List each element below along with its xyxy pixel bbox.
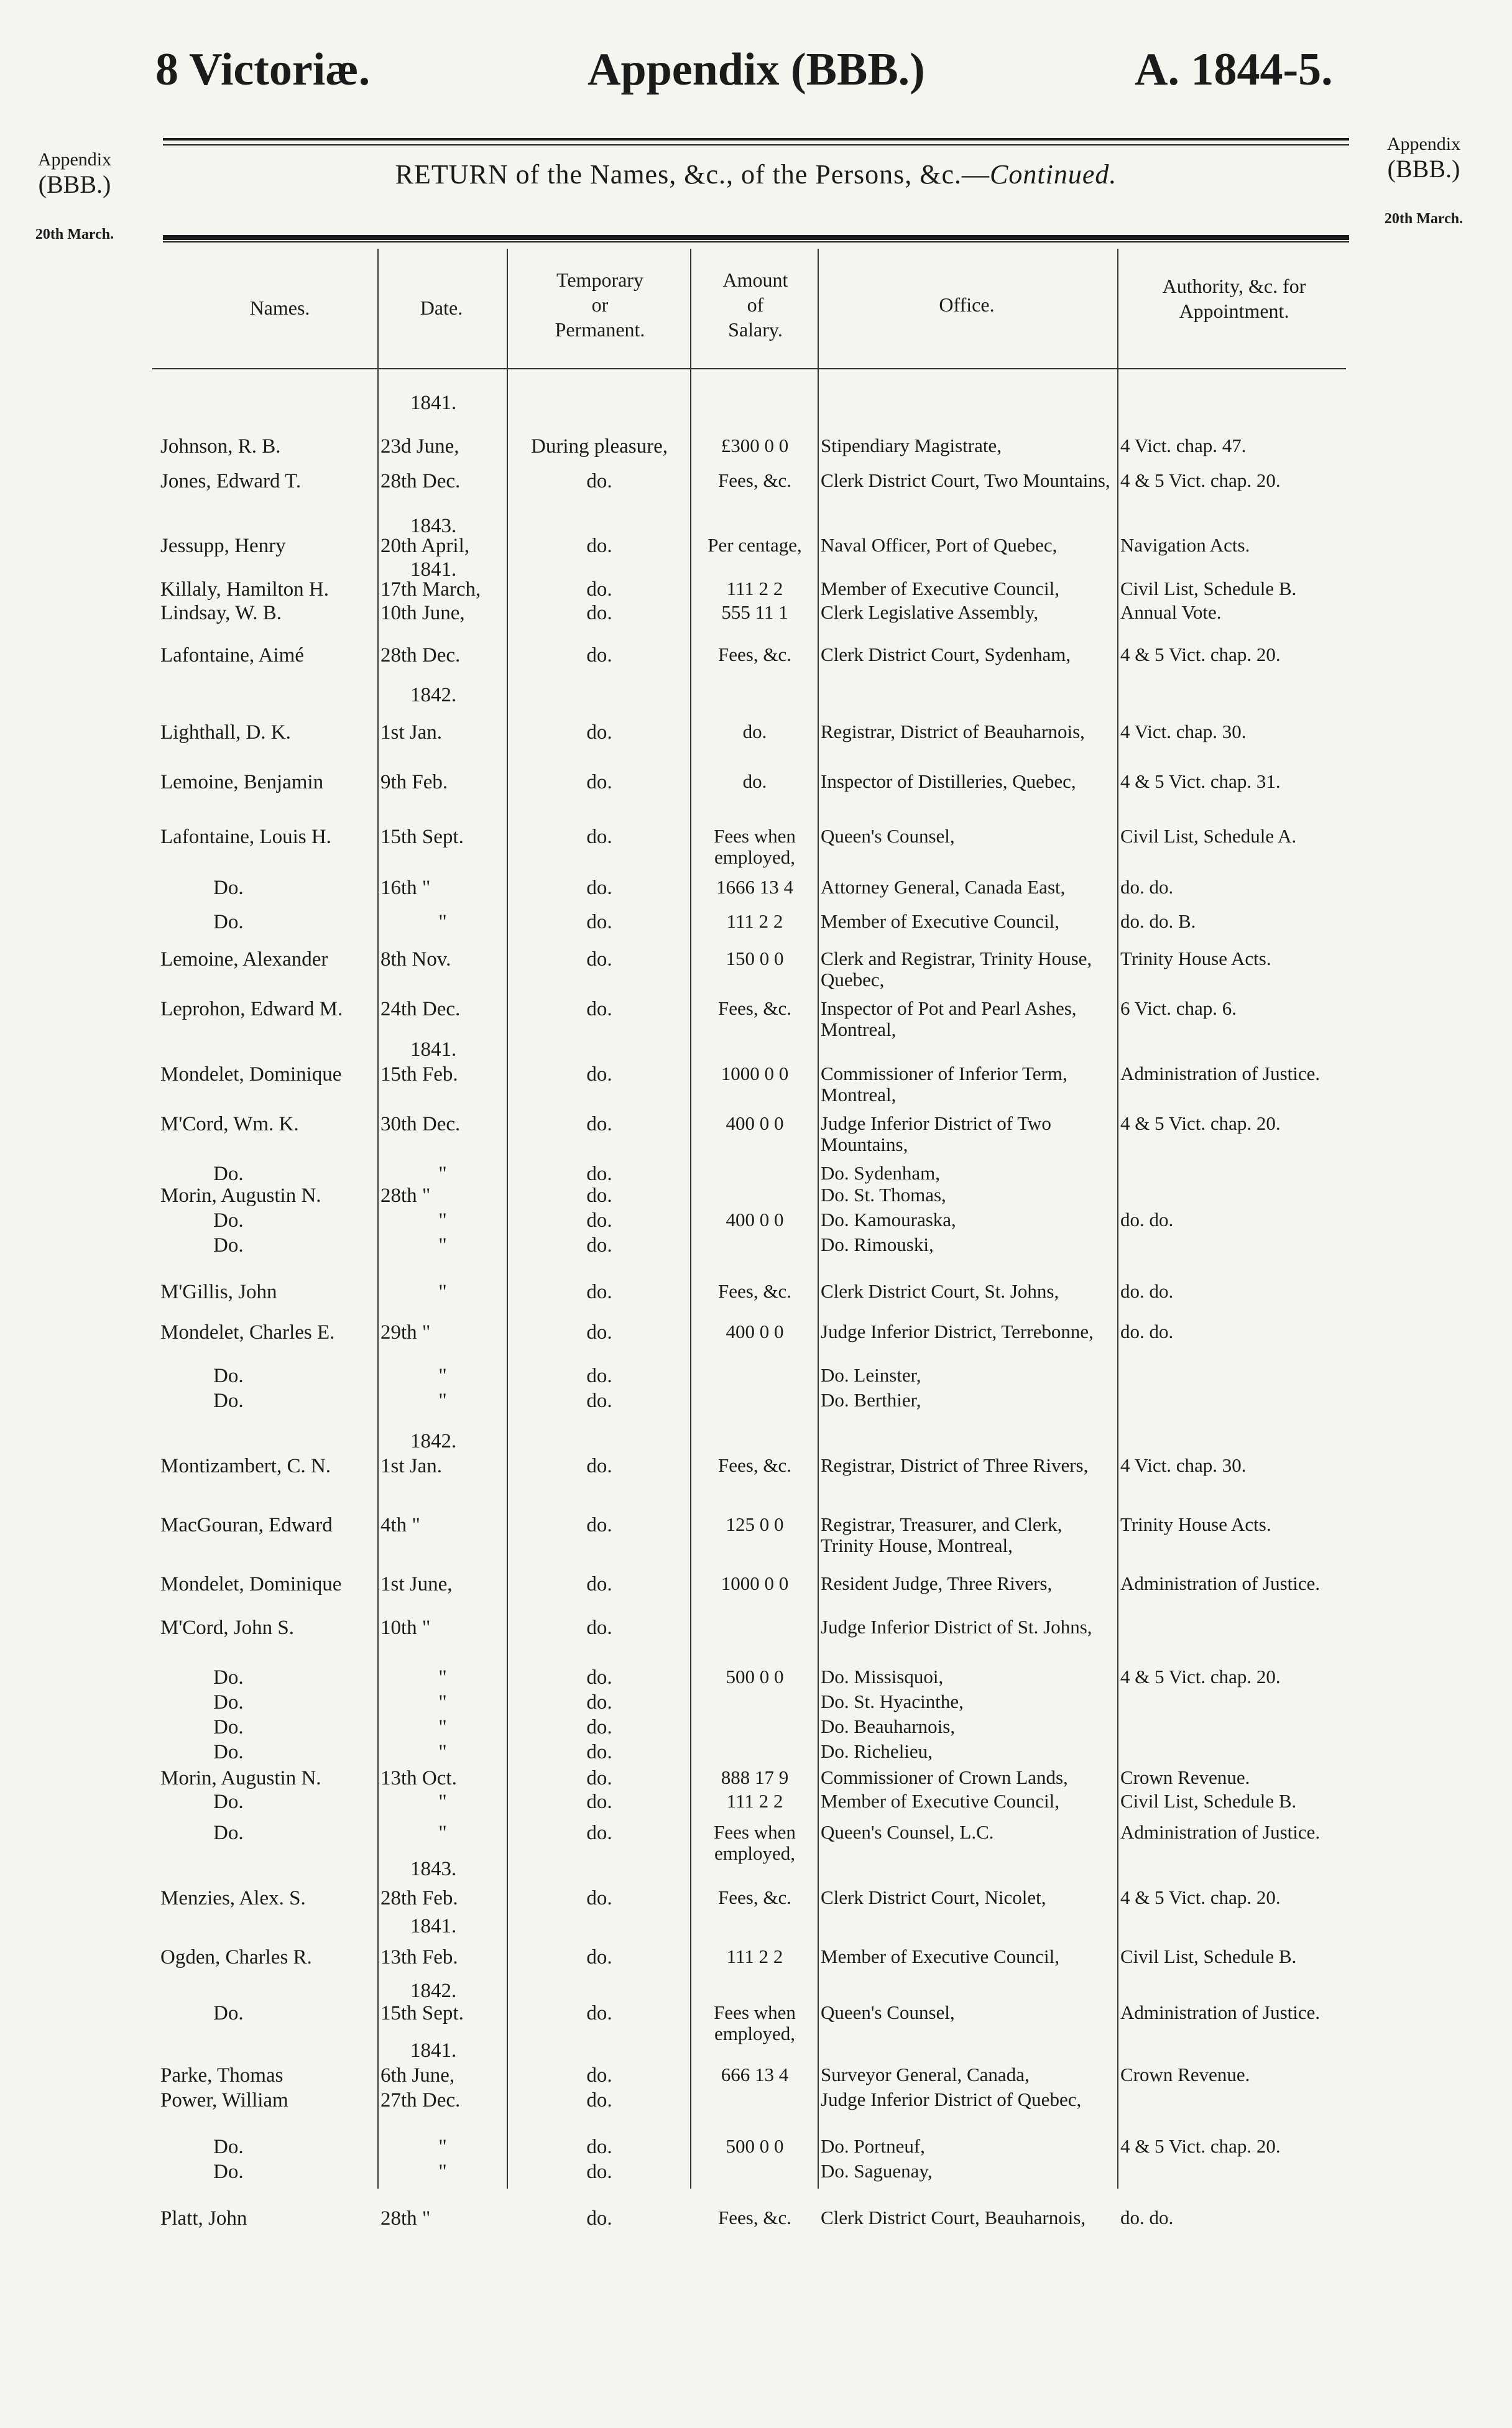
col-header-amount-3: Salary. (728, 318, 783, 341)
year-label: 1841. (410, 1915, 457, 1937)
cell-term: do. (586, 1163, 612, 1185)
cell-term: do. (586, 1716, 612, 1738)
cell-date: 15th Feb. (380, 1063, 458, 1086)
cell-date: 15th Sept. (380, 2002, 464, 2024)
col-header-amount-2: of (747, 293, 764, 316)
cell-name: Do. (213, 877, 244, 899)
cell-office: Do. Richelieu, (821, 1740, 933, 1762)
cell-name: Lafontaine, Louis H. (160, 826, 331, 848)
cell-amount: Fees, &c. (718, 469, 791, 491)
title-rule-thin (163, 241, 1349, 242)
cell-term: do. (586, 911, 612, 933)
cell-office: Surveyor General, Canada, (821, 2064, 1030, 2085)
cell-term: do. (586, 2161, 612, 2183)
cell-name: Lemoine, Alexander (160, 948, 328, 971)
cell-term: do. (586, 771, 612, 793)
cell-amount: 111 2 2 (726, 910, 783, 932)
cell-amount: 500 0 0 (726, 2135, 784, 2157)
cell-office: Clerk District Court, Sydenham, (821, 644, 1071, 665)
cell-name: Morin, Augustin N. (160, 1184, 321, 1207)
cell-authority: 4 & 5 Vict. chap. 20. (1120, 644, 1281, 665)
cell-date: 27th Dec. (380, 2089, 461, 2112)
cell-authority: 4 & 5 Vict. chap. 20. (1120, 1666, 1281, 1687)
cell-term: do. (586, 1390, 612, 1412)
cell-office: Do. Saguenay, (821, 2160, 933, 2182)
col-header-term-1: Temporary (556, 269, 643, 291)
cell-term: do. (586, 826, 612, 848)
cell-term: do. (586, 1741, 612, 1763)
cell-term: do. (586, 1691, 612, 1714)
cell-name: Mondelet, Dominique (160, 1573, 342, 1595)
col-header-authority-1: Authority, &c. for (1162, 275, 1306, 297)
header-center: Appendix (BBB.) (588, 44, 925, 95)
cell-date: 29th " (380, 1321, 431, 1344)
cell-office: Do. Rimouski, (821, 1234, 934, 1255)
cell-term: do. (586, 602, 612, 624)
cell-term: do. (586, 1573, 612, 1595)
cell-name: Do. (213, 911, 244, 933)
cell-date: " (438, 2161, 447, 2183)
cell-office: Judge Inferior District of Two Mountains, (821, 1112, 1051, 1155)
cell-term: do. (586, 877, 612, 899)
cell-name: Lafontaine, Aimé (160, 644, 304, 667)
cell-name: Do. (213, 1234, 244, 1257)
cell-office: Judge Inferior District, Terrebonne, (821, 1321, 1094, 1342)
cell-office: Registrar, District of Three Rivers, (821, 1454, 1089, 1476)
cell-name: Do. (213, 1691, 244, 1714)
cell-authority: 4 Vict. chap. 30. (1120, 721, 1247, 742)
cell-office: Queen's Counsel, (821, 2001, 955, 2023)
cell-authority: Civil List, Schedule B. (1120, 1790, 1297, 1812)
cell-office: Do. Portneuf, (821, 2135, 925, 2157)
cell-office: Do. Leinster, (821, 1364, 921, 1386)
cell-name: Ogden, Charles R. (160, 1946, 312, 1969)
cell-term: do. (586, 1887, 612, 1909)
cell-authority: do. do. (1120, 1321, 1174, 1342)
cell-date: 28th " (380, 1184, 431, 1207)
cell-name: Do. (213, 2161, 244, 2183)
cell-office: Do. St. Hyacinthe, (821, 1691, 964, 1712)
cell-office: Resident Judge, Three Rivers, (821, 1572, 1053, 1594)
cell-name: Killaly, Hamilton H. (160, 578, 329, 601)
cell-term: do. (586, 1063, 612, 1086)
cell-name: Power, William (160, 2089, 288, 2112)
cell-name: Lindsay, W. B. (160, 602, 282, 624)
cell-office: Queen's Counsel, (821, 825, 955, 847)
cell-amount: 111 2 2 (726, 1946, 783, 1967)
cell-name: Jessupp, Henry (160, 535, 286, 557)
cell-office: Clerk District Court, Two Mountains, (821, 469, 1110, 491)
col-header-authority (1119, 274, 1349, 323)
cell-amount: 666 13 4 (721, 2064, 789, 2085)
cell-authority: do. do. (1120, 876, 1174, 898)
cell-authority: do. do. (1120, 1209, 1174, 1230)
cell-name: Do. (213, 2136, 244, 2158)
cell-name: Do. (213, 1390, 244, 1412)
cell-amount: Fees when employed, (714, 2001, 796, 2044)
cell-date: " (438, 1234, 447, 1257)
cell-authority: Navigation Acts. (1120, 534, 1250, 556)
year-label: 1843. (410, 515, 457, 537)
cell-date: 1st Jan. (380, 1455, 442, 1477)
title-continued: Continued. (990, 159, 1117, 190)
col-header-date: Date. (420, 297, 463, 319)
margin-code: (BBB.) (38, 170, 111, 198)
cell-amount: 1000 0 0 (721, 1063, 789, 1084)
cell-amount: 400 0 0 (726, 1321, 784, 1342)
cell-office: Inspector of Pot and Pearl Ashes, Montreal, (821, 997, 1077, 1040)
margin-label: Appendix (37, 149, 112, 170)
cell-name: Parke, Thomas (160, 2064, 284, 2087)
cell-term: do. (586, 2089, 612, 2112)
cell-date: " (438, 1716, 447, 1738)
cell-term: do. (586, 1946, 612, 1969)
cell-amount: Fees, &c. (718, 1280, 791, 1302)
cell-authority: 4 & 5 Vict. chap. 20. (1120, 1112, 1281, 1134)
cell-authority: Civil List, Schedule B. (1120, 578, 1297, 599)
cell-amount: 111 2 2 (726, 578, 783, 599)
cell-amount: 1000 0 0 (721, 1572, 789, 1594)
title-main: RETURN of the Names, &c., of the Persons, &c.— (395, 159, 990, 190)
cell-term: do. (586, 1767, 612, 1789)
cell-name: Do. (213, 1365, 244, 1387)
cell-amount: 400 0 0 (726, 1112, 784, 1134)
cell-name: Do. (213, 1209, 244, 1232)
cell-authority: Crown Revenue. (1120, 2064, 1250, 2085)
cell-amount: do. (742, 721, 767, 742)
cell-date: " (438, 1365, 447, 1387)
cell-name: M'Cord, Wm. K. (160, 1113, 299, 1135)
cell-date: 24th Dec. (380, 998, 461, 1020)
cell-authority: Administration of Justice. (1120, 1572, 1321, 1594)
cell-authority: Annual Vote. (1120, 601, 1222, 623)
year-label: 1842. (410, 1430, 457, 1452)
cell-name: Mondelet, Charles E. (160, 1321, 335, 1344)
cell-date: 1st June, (380, 1573, 453, 1595)
cell-date: 28th Dec. (380, 470, 461, 492)
cell-name: Johnson, R. B. (160, 435, 281, 458)
cell-office: Clerk District Court, St. Johns, (821, 1280, 1059, 1302)
cell-authority: do. do. (1120, 1280, 1174, 1302)
cell-term: do. (586, 1365, 612, 1387)
cell-amount: Fees, &c. (718, 997, 791, 1019)
cell-name: Do. (213, 1791, 244, 1813)
col-header-term-3: Permanent. (555, 318, 645, 341)
cell-term: do. (586, 948, 612, 971)
col-header-term (507, 267, 693, 342)
cell-term: do. (586, 535, 612, 557)
cell-name: Lighthall, D. K. (160, 721, 291, 744)
cell-date: " (438, 1691, 447, 1714)
col-divider (1117, 249, 1118, 2189)
cell-date: " (438, 1666, 447, 1689)
cell-date: " (438, 1163, 447, 1185)
cell-authority: Administration of Justice. (1120, 1063, 1321, 1084)
cell-amount: 111 2 2 (726, 1790, 783, 1812)
cell-term: do. (586, 1666, 612, 1689)
cell-office: Naval Officer, Port of Quebec, (821, 534, 1058, 556)
cell-amount: 1666 13 4 (716, 876, 793, 898)
cell-amount: 400 0 0 (726, 1209, 784, 1230)
cell-name: M'Cord, John S. (160, 1617, 294, 1639)
cell-name: M'Gillis, John (160, 1281, 277, 1303)
cell-name: Jones, Edward T. (160, 470, 302, 492)
cell-office: Member of Executive Council, (821, 1946, 1059, 1967)
cell-name: Do. (213, 2002, 244, 2024)
cell-name: Menzies, Alex. S. (160, 1887, 306, 1909)
cell-office: Attorney General, Canada East, (821, 876, 1066, 898)
cell-date: 28th " (380, 2207, 431, 2230)
col-header-authority-2: Appointment. (1179, 300, 1289, 322)
cell-office: Commissioner of Crown Lands, (821, 1766, 1068, 1788)
cell-date: 10th June, (380, 602, 465, 624)
cell-office: Registrar, Treasurer, and Clerk, Trinity House, Montreal, (821, 1513, 1063, 1556)
cell-date: " (438, 1791, 447, 1813)
cell-amount: Fees, &c. (718, 1886, 791, 1908)
cell-office: Clerk District Court, Nicolet, (821, 1886, 1046, 1908)
cell-amount: do. (742, 770, 767, 792)
margin-date: 20th March. (35, 226, 114, 242)
cell-authority: Crown Revenue. (1120, 1766, 1250, 1788)
cell-date: " (438, 1281, 447, 1303)
cell-authority: 4 & 5 Vict. chap. 20. (1120, 1886, 1281, 1908)
cell-date: " (438, 1209, 447, 1232)
cell-office: Member of Executive Council, (821, 578, 1059, 599)
year-label: 1841. (410, 392, 457, 414)
col-header-amount (693, 267, 818, 342)
year-label: 1841. (410, 558, 457, 581)
cell-name: MacGouran, Edward (160, 1514, 333, 1536)
cell-term: do. (586, 1281, 612, 1303)
year-label: 1842. (410, 684, 457, 706)
cell-name: Mondelet, Dominique (160, 1063, 342, 1086)
cell-name: Do. (213, 1716, 244, 1738)
cell-date: 8th Nov. (380, 948, 451, 971)
cell-term: During pleasure, (531, 435, 668, 458)
cell-term: do. (586, 578, 612, 601)
cell-term: do. (586, 1514, 612, 1536)
cell-authority: do. do. (1120, 2207, 1174, 2228)
cell-term: do. (586, 998, 612, 1020)
cell-amount: £300 0 0 (721, 435, 789, 456)
cell-amount: 150 0 0 (726, 948, 784, 969)
cell-amount: 125 0 0 (726, 1513, 784, 1535)
cell-term: do. (586, 1184, 612, 1207)
year-label: 1841. (410, 2039, 457, 2062)
cell-office: Do. Kamouraska, (821, 1209, 956, 1230)
cell-name: Do. (213, 1666, 244, 1689)
cell-authority: Civil List, Schedule A. (1120, 825, 1297, 847)
cell-name: Do. (213, 1741, 244, 1763)
cell-name: Leprohon, Edward M. (160, 998, 343, 1020)
cell-term: do. (586, 1822, 612, 1844)
header-left: 8 Victoriæ. (155, 44, 371, 95)
cell-authority: Administration of Justice. (1120, 1821, 1321, 1843)
cell-office: Clerk and Registrar, Trinity House, Quebec, (821, 948, 1092, 990)
cell-date: " (438, 2136, 447, 2158)
cell-office: Do. St. Thomas, (821, 1184, 946, 1206)
cell-name: Morin, Augustin N. (160, 1767, 321, 1789)
margin-label: Appendix (1386, 134, 1461, 154)
col-divider (690, 249, 691, 2189)
cell-authority: 4 & 5 Vict. chap. 20. (1120, 469, 1281, 491)
cell-term: do. (586, 721, 612, 744)
cell-term: do. (586, 2064, 612, 2087)
cell-office: Queen's Counsel, L.C. (821, 1821, 994, 1843)
cell-amount: 888 17 9 (721, 1766, 789, 1788)
cell-authority: 6 Vict. chap. 6. (1120, 997, 1237, 1019)
cell-office: Commissioner of Inferior Term, Montreal, (821, 1063, 1067, 1106)
cell-name: Montizambert, C. N. (160, 1455, 331, 1477)
year-label: 1842. (410, 1980, 457, 2002)
cell-amount: Fees when employed, (714, 1821, 796, 1864)
cell-date: " (438, 1390, 447, 1412)
cell-office: Inspector of Distilleries, Quebec, (821, 770, 1076, 792)
cell-authority: Civil List, Schedule B. (1120, 1946, 1297, 1967)
col-divider (507, 249, 508, 2189)
cell-office: Clerk District Court, Beauharnois, (821, 2207, 1086, 2228)
title-rule (163, 235, 1349, 240)
cell-term: do. (586, 2002, 612, 2024)
cell-authority: Trinity House Acts. (1120, 1513, 1271, 1535)
col-header-office: Office. (939, 293, 995, 316)
cell-amount: 555 11 1 (721, 601, 788, 623)
cell-name: Lemoine, Benjamin (160, 771, 324, 793)
header-bottom-rule (152, 368, 1346, 369)
cell-term: do. (586, 1791, 612, 1813)
top-rule (163, 138, 1349, 141)
cell-date: 28th Dec. (380, 644, 461, 667)
cell-date: 6th June, (380, 2064, 455, 2087)
cell-term: do. (586, 1321, 612, 1344)
cell-amount: Fees, &c. (718, 2207, 791, 2228)
year-label: 1843. (410, 1858, 457, 1880)
year-label: 1841. (410, 1038, 457, 1061)
top-rule-thin (163, 144, 1349, 145)
cell-term: do. (586, 1234, 612, 1257)
margin-date: 20th March. (1384, 211, 1464, 227)
col-header-names: Names. (249, 297, 310, 319)
cell-date: 10th " (380, 1617, 431, 1639)
col-divider (818, 249, 819, 2189)
cell-authority: Trinity House Acts. (1120, 948, 1271, 969)
cell-date: 1st Jan. (380, 721, 442, 744)
cell-date: " (438, 911, 447, 933)
cell-name: Do. (213, 1822, 244, 1844)
col-header-amount-1: Amount (722, 269, 788, 291)
table-title (0, 159, 1512, 190)
cell-office: Registrar, District of Beauharnois, (821, 721, 1085, 742)
cell-date: 23d June, (380, 435, 459, 458)
cell-term: do. (586, 470, 612, 492)
cell-authority: 4 & 5 Vict. chap. 20. (1120, 2135, 1281, 2157)
cell-date: 16th " (380, 877, 431, 899)
cell-date: 13th Feb. (380, 1946, 458, 1969)
cell-authority: 4 Vict. chap. 47. (1120, 435, 1247, 456)
cell-name: Platt, John (160, 2207, 247, 2230)
cell-date: " (438, 1822, 447, 1844)
cell-date: 15th Sept. (380, 826, 464, 848)
cell-date: 28th Feb. (380, 1887, 458, 1909)
cell-office: Clerk Legislative Assembly, (821, 601, 1039, 623)
cell-office: Do. Sydenham, (821, 1162, 941, 1184)
cell-term: do. (586, 1113, 612, 1135)
cell-date: 17th March, (380, 578, 481, 601)
cell-date: 13th Oct. (380, 1767, 457, 1789)
cell-office: Stipendiary Magistrate, (821, 435, 1002, 456)
cell-authority: Administration of Justice. (1120, 2001, 1321, 2023)
cell-office: Judge Inferior District of St. Johns, (821, 1616, 1092, 1638)
header-right: A. 1844-5. (1135, 44, 1333, 95)
cell-term: do. (586, 2136, 612, 2158)
cell-amount: Fees when employed, (714, 825, 796, 868)
cell-office: Do. Beauharnois, (821, 1715, 956, 1737)
cell-term: do. (586, 1617, 612, 1639)
cell-office: Do. Missisquoi, (821, 1666, 944, 1687)
cell-date: 4th " (380, 1514, 420, 1536)
cell-date: 30th Dec. (380, 1113, 461, 1135)
cell-amount: Per centage, (708, 534, 802, 556)
cell-amount: 500 0 0 (726, 1666, 784, 1687)
cell-date: " (438, 1741, 447, 1763)
cell-name: Do. (213, 1163, 244, 1185)
cell-amount: Fees, &c. (718, 1454, 791, 1476)
cell-term: do. (586, 1455, 612, 1477)
cell-amount: Fees, &c. (718, 644, 791, 665)
col-header-term-2: or (591, 293, 609, 316)
cell-authority: do. do. B. (1120, 910, 1196, 932)
cell-office: Do. Berthier, (821, 1389, 921, 1411)
cell-authority: 4 & 5 Vict. chap. 31. (1120, 770, 1281, 792)
cell-term: do. (586, 2207, 612, 2230)
cell-term: do. (586, 1209, 612, 1232)
cell-date: 20th April, (380, 535, 470, 557)
cell-date: 9th Feb. (380, 771, 448, 793)
cell-authority: 4 Vict. chap. 30. (1120, 1454, 1247, 1476)
cell-office: Member of Executive Council, (821, 910, 1059, 932)
cell-office: Member of Executive Council, (821, 1790, 1059, 1812)
margin-code: (BBB.) (1387, 155, 1460, 183)
cell-office: Judge Inferior District of Quebec, (821, 2089, 1082, 2110)
cell-term: do. (586, 644, 612, 667)
